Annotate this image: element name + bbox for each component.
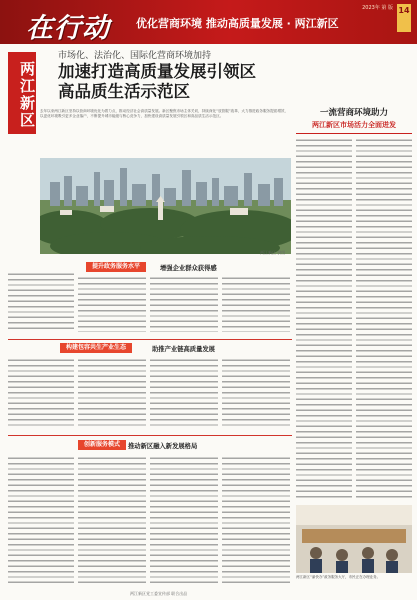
- side-story-text-column: [296, 138, 352, 500]
- page-banner: [0, 0, 417, 44]
- service-hall-illustration: [296, 505, 412, 573]
- section-divider: [8, 339, 292, 340]
- side-story-subtitle: 两江新区市场活力全面迸发: [312, 121, 396, 129]
- article-text-column: [150, 456, 218, 586]
- article-text-column: [222, 276, 290, 332]
- section-tag-2: 构建包容共生产业生态: [60, 343, 132, 353]
- service-hall-photo: [296, 505, 412, 573]
- banner-date: 2023年 第 版: [362, 5, 393, 11]
- headline-line-1: 加速打造高质量发展引领区: [58, 62, 256, 81]
- side-story-heading: [296, 106, 412, 130]
- article-text-column: [150, 276, 218, 332]
- photo-caption: 两江新区“渝快办”政务服务大厅，市民正在办理业务。: [296, 575, 381, 579]
- article-text-column: [78, 276, 146, 332]
- skyline-illustration: [40, 158, 291, 254]
- article-text-column: [8, 456, 74, 586]
- article-text-column: [222, 358, 290, 428]
- banner-logo: 在行动: [26, 13, 110, 44]
- article-kicker: 市场化、法治化、国际化营商环境加持: [58, 51, 212, 61]
- article-text-column: [78, 456, 146, 586]
- page-number-tag: 14: [397, 4, 411, 32]
- article-lead: 去年以来两江新区坚持以营商环境优化为着力点，推动经济社会高质量发展。新区聚焦市场主体关切，持续深化“放管服”改革，大力推进政务服务提质增效，以更优环境吸引更多企业落户，不断提升城市能级与核心竞争力，加快建设高质量发展引领区和高品质生活示范区。: [40, 109, 289, 119]
- section-title-3: 推动新区融入新发展格局: [128, 443, 198, 450]
- side-story-title: 一流营商环境助力: [319, 108, 388, 118]
- article-text-column: [150, 358, 218, 428]
- article-text-column: [8, 272, 74, 332]
- city-skyline-photo: [40, 158, 291, 254]
- section-tag-1: 提升政务服务水平: [86, 262, 146, 272]
- headline-line-2: 高品质生活示范区: [58, 82, 190, 101]
- article-text-column: [222, 456, 290, 586]
- section-title-1: 增强企业群众获得感: [160, 265, 217, 272]
- article-text-column: [8, 358, 74, 428]
- banner-slogan: 优化营商环境 推动高质量发展 · 两江新区: [136, 17, 339, 30]
- photo-credit: 两江新区 供图: [260, 250, 286, 255]
- section-divider: [8, 435, 292, 436]
- side-story-rule: [296, 133, 412, 134]
- side-story-text-column: [356, 138, 412, 500]
- section-tag-3: 创新服务模式: [78, 440, 126, 450]
- page-footer: 两江新区党工委宣传部 联合出品: [130, 591, 188, 596]
- article-headline: [58, 62, 256, 102]
- region-tag: 两江新区: [8, 52, 36, 134]
- article-text-column: [78, 358, 146, 428]
- section-title-2: 助推产业链高质量发展: [152, 346, 215, 353]
